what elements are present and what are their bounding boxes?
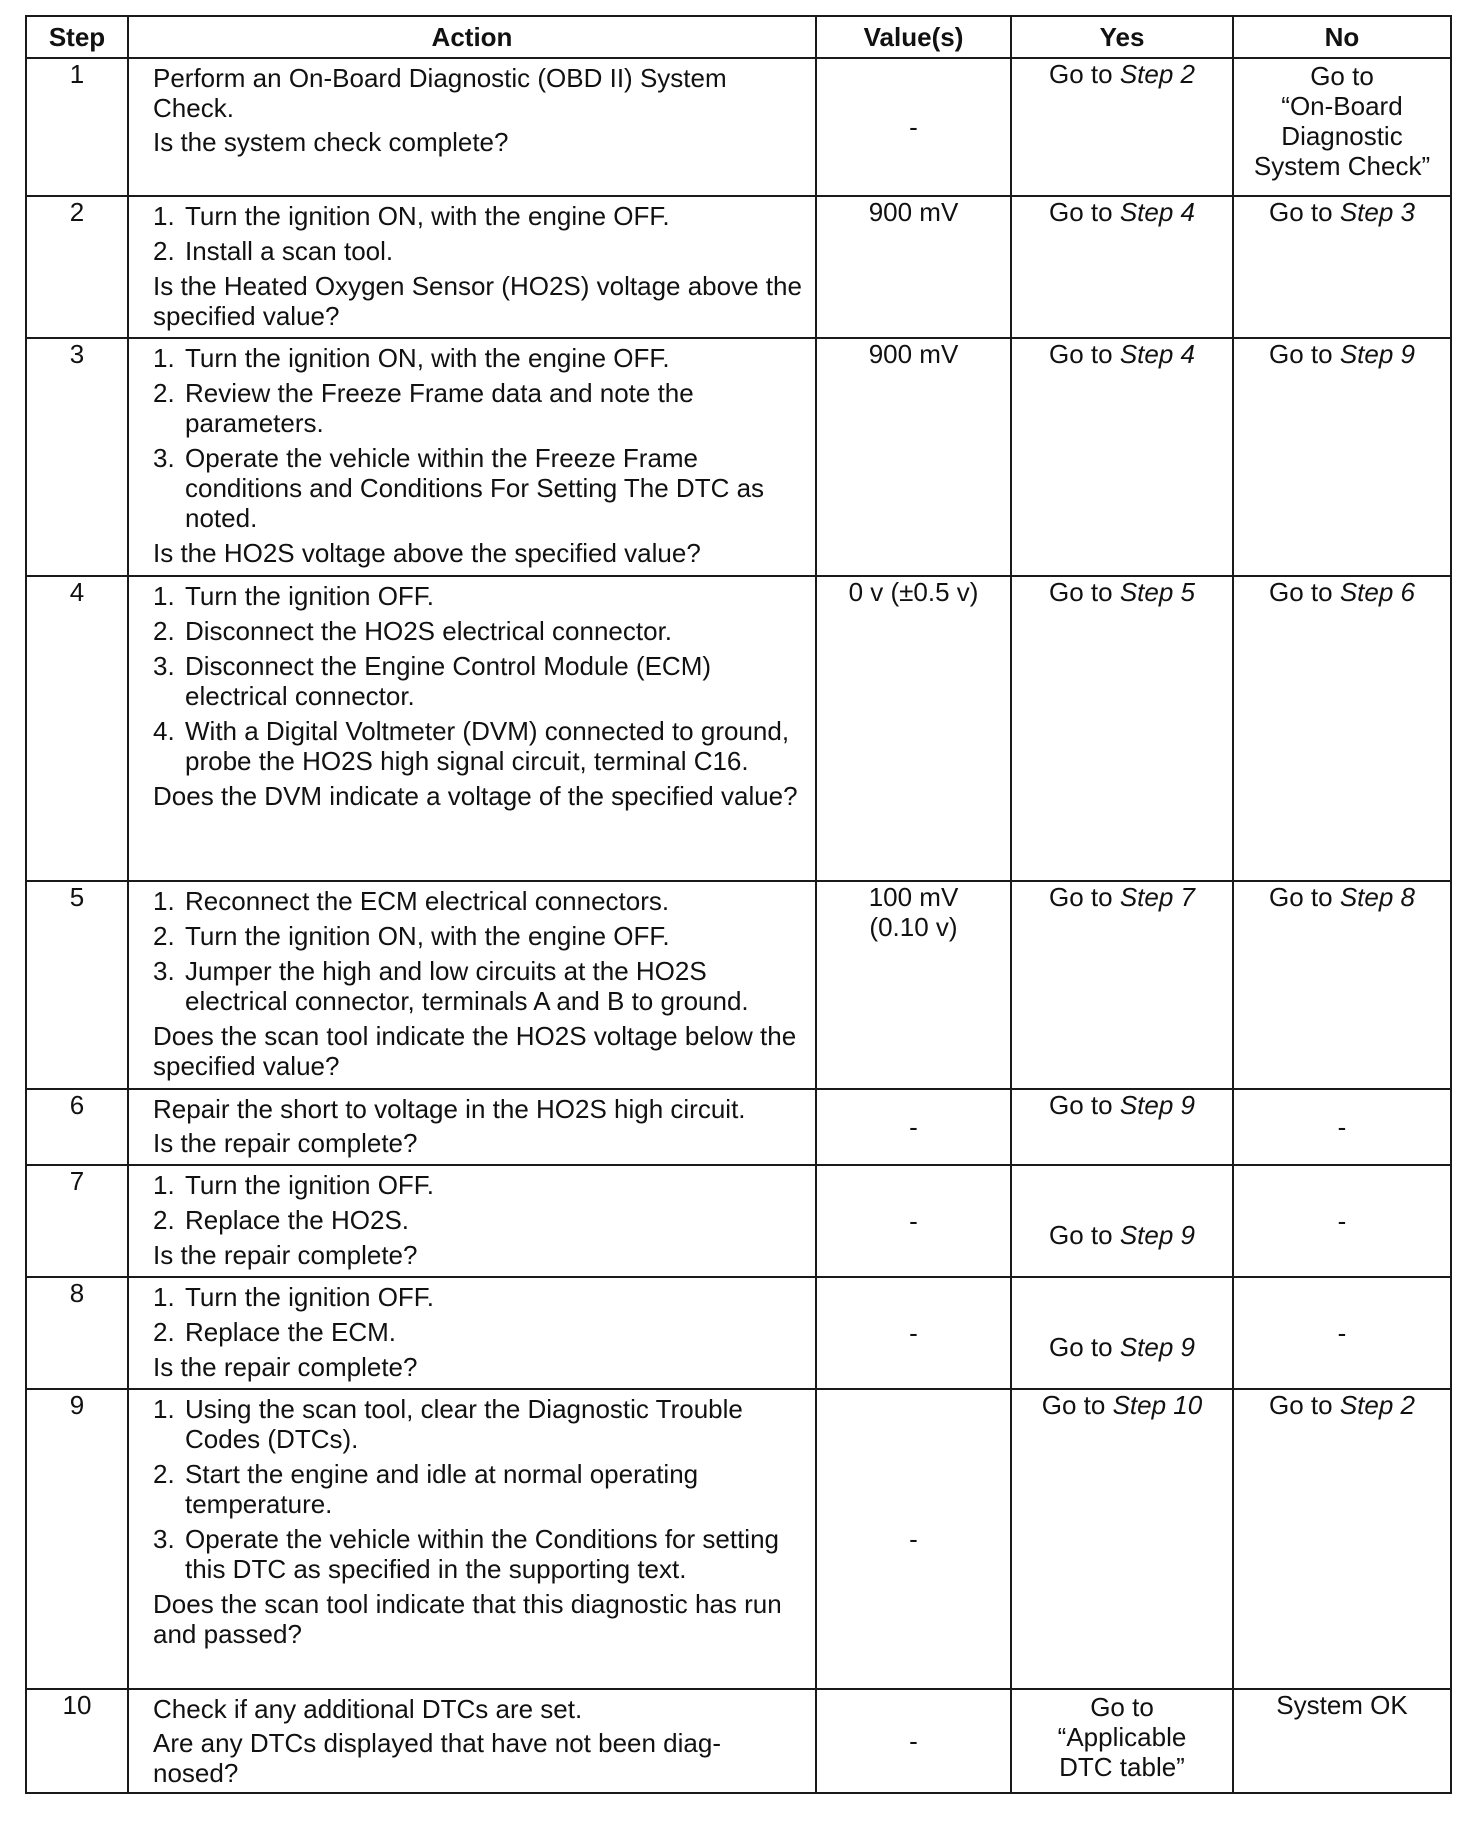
table-row bbox=[26, 1389, 1451, 1689]
table-row bbox=[26, 576, 1451, 881]
action-item: 3. Jumper the high and low circuits at the HO2S electrical connector, terminals A and B to ground. bbox=[153, 956, 749, 1016]
action-cell bbox=[128, 1277, 816, 1389]
action-question: Does the scan tool indicate the HO2S voltage below the specified value? bbox=[153, 1021, 797, 1081]
step-link: Step 9 bbox=[1339, 339, 1415, 369]
action-item: 2. Install a scan tool. bbox=[153, 236, 394, 266]
no-cell: - bbox=[1233, 1277, 1451, 1389]
step-number: 4 bbox=[26, 576, 128, 881]
header-row bbox=[26, 16, 1451, 58]
action-cell bbox=[128, 1089, 816, 1165]
action-question: Is the Heated Oxygen Sensor (HO2S) voltage above the specified value? bbox=[153, 271, 802, 331]
action-cell bbox=[128, 1689, 816, 1793]
no-cell: - bbox=[1233, 1089, 1451, 1165]
action-cell bbox=[128, 1165, 816, 1277]
table-row bbox=[26, 196, 1451, 338]
value-cell: - bbox=[816, 1165, 1011, 1277]
step-link: Step 2 bbox=[1339, 1390, 1415, 1420]
action-cell bbox=[128, 196, 816, 338]
action-cell bbox=[128, 881, 816, 1089]
no-cell: - bbox=[1233, 1165, 1451, 1277]
yes-cell: Go to Step 2 bbox=[1011, 58, 1233, 196]
header-values: Value(s) bbox=[816, 16, 1011, 58]
action-item: 3. Operate the vehicle within the Conditions for setting this DTC as specified in the supporting text. bbox=[153, 1524, 780, 1584]
action-text: Repair the short to voltage in the HO2S high circuit. bbox=[153, 1094, 746, 1124]
action-cell bbox=[128, 576, 816, 881]
table-row bbox=[26, 58, 1451, 196]
no-cell: System OK bbox=[1233, 1689, 1451, 1793]
action-question: Are any DTCs displayed that have not been diag-nosed? bbox=[153, 1728, 722, 1788]
action-cell bbox=[128, 58, 816, 196]
action-item: 1. Reconnect the ECM electrical connectors. bbox=[153, 886, 670, 916]
header-no: No bbox=[1233, 16, 1451, 58]
step-link: Step 9 bbox=[1119, 1220, 1195, 1250]
action-item: 3. Operate the vehicle within the Freeze Frame conditions and Conditions For Setting The DTC as noted. bbox=[153, 443, 765, 533]
step-link: Step 9 bbox=[1119, 1090, 1195, 1120]
yes-cell: Go to Step 5 bbox=[1011, 576, 1233, 881]
action-question: Is the repair complete? bbox=[153, 1352, 418, 1382]
table-row bbox=[26, 881, 1451, 1089]
table-row bbox=[26, 1089, 1451, 1165]
action-item: 2. Replace the ECM. bbox=[153, 1317, 396, 1347]
no-cell: Go to Step 3 bbox=[1233, 196, 1451, 338]
value-cell: - bbox=[816, 1277, 1011, 1389]
action-item: 2. Turn the ignition ON, with the engine OFF. bbox=[153, 921, 670, 951]
action-question: Is the repair complete? bbox=[153, 1128, 418, 1158]
step-number: 10 bbox=[26, 1689, 128, 1793]
action-item: 1. Turn the ignition OFF. bbox=[153, 1282, 435, 1312]
no-cell: Go to “On-Board Diagnostic System Check” bbox=[1233, 58, 1451, 196]
step-link: Step 5 bbox=[1119, 577, 1195, 607]
step-number: 1 bbox=[26, 58, 128, 196]
yes-cell: Go to Step 4 bbox=[1011, 196, 1233, 338]
action-question: Is the repair complete? bbox=[153, 1240, 418, 1270]
yes-cell: Go to Step 7 bbox=[1011, 881, 1233, 1089]
no-cell: Go to Step 8 bbox=[1233, 881, 1451, 1089]
step-link: Step 4 bbox=[1119, 197, 1195, 227]
step-link: Step 7 bbox=[1119, 882, 1195, 912]
action-item: 2. Disconnect the HO2S electrical connector. bbox=[153, 616, 673, 646]
action-cell bbox=[128, 338, 816, 576]
action-item: 2. Replace the HO2S. bbox=[153, 1205, 410, 1235]
header-action: Action bbox=[128, 16, 816, 58]
value-cell: 900 mV bbox=[816, 338, 1011, 576]
yes-cell: Go to “Applicable DTC table” bbox=[1011, 1689, 1233, 1793]
action-question: Is the system check complete? bbox=[153, 127, 509, 157]
step-number: 8 bbox=[26, 1277, 128, 1389]
action-item: 2. Start the engine and idle at normal operating temperature. bbox=[153, 1459, 699, 1519]
action-text: Check if any additional DTCs are set. bbox=[153, 1694, 583, 1724]
value-cell: 900 mV bbox=[816, 196, 1011, 338]
action-item: 1. Turn the ignition ON, with the engine OFF. bbox=[153, 201, 670, 231]
action-text: Perform an On-Board Diagnostic (OBD II) System Check. bbox=[153, 63, 727, 123]
step-link: Step 4 bbox=[1119, 339, 1195, 369]
step-link: Step 2 bbox=[1119, 59, 1195, 89]
action-item: 3. Disconnect the Engine Control Module (ECM) electrical connector. bbox=[153, 651, 712, 711]
no-cell: Go to Step 9 bbox=[1233, 338, 1451, 576]
step-number: 3 bbox=[26, 338, 128, 576]
table-row bbox=[26, 1277, 1451, 1389]
header-yes: Yes bbox=[1011, 16, 1233, 58]
diagnostic-table bbox=[25, 15, 1452, 1794]
yes-cell: Go to Step 9 bbox=[1011, 1089, 1233, 1165]
yes-cell: Go to Step 10 bbox=[1011, 1389, 1233, 1689]
step-link: Step 8 bbox=[1339, 882, 1415, 912]
step-number: 5 bbox=[26, 881, 128, 1089]
yes-cell: Go to Step 9 bbox=[1011, 1277, 1233, 1389]
step-number: 2 bbox=[26, 196, 128, 338]
action-item: 1. Using the scan tool, clear the Diagnostic Trouble Codes (DTCs). bbox=[153, 1394, 743, 1454]
value-cell: - bbox=[816, 58, 1011, 196]
yes-cell: Go to Step 9 bbox=[1011, 1165, 1233, 1277]
step-link: Step 10 bbox=[1112, 1390, 1203, 1420]
value-cell: 0 v (±0.5 v) bbox=[816, 576, 1011, 881]
step-number: 9 bbox=[26, 1389, 128, 1689]
action-item: 1. Turn the ignition OFF. bbox=[153, 1170, 435, 1200]
action-item: 2. Review the Freeze Frame data and note the parameters. bbox=[153, 378, 694, 438]
action-cell bbox=[128, 1389, 816, 1689]
step-link: Step 3 bbox=[1339, 197, 1415, 227]
action-item: 1. Turn the ignition OFF. bbox=[153, 581, 435, 611]
action-question: Does the scan tool indicate that this diagnostic has run and passed? bbox=[153, 1589, 782, 1649]
table-row bbox=[26, 1165, 1451, 1277]
step-link: Step 9 bbox=[1119, 1332, 1195, 1362]
action-question: Is the HO2S voltage above the specified value? bbox=[153, 538, 701, 568]
value-cell: - bbox=[816, 1389, 1011, 1689]
no-cell: Go to Step 2 bbox=[1233, 1389, 1451, 1689]
step-link: Step 6 bbox=[1339, 577, 1415, 607]
action-question: Does the DVM indicate a voltage of the specified value? bbox=[153, 781, 798, 811]
yes-cell: Go to Step 4 bbox=[1011, 338, 1233, 576]
step-number: 7 bbox=[26, 1165, 128, 1277]
table-row bbox=[26, 1689, 1451, 1793]
action-item: 1. Turn the ignition ON, with the engine OFF. bbox=[153, 343, 670, 373]
value-cell: 100 mV (0.10 v) bbox=[816, 881, 1011, 1089]
value-cell: - bbox=[816, 1089, 1011, 1165]
table-row bbox=[26, 338, 1451, 576]
step-number: 6 bbox=[26, 1089, 128, 1165]
no-cell: Go to Step 6 bbox=[1233, 576, 1451, 881]
action-item: 4. With a Digital Voltmeter (DVM) connected to ground, probe the HO2S high signal circuit, terminal C16. bbox=[153, 716, 790, 776]
header-step: Step bbox=[26, 16, 128, 58]
value-cell: - bbox=[816, 1689, 1011, 1793]
